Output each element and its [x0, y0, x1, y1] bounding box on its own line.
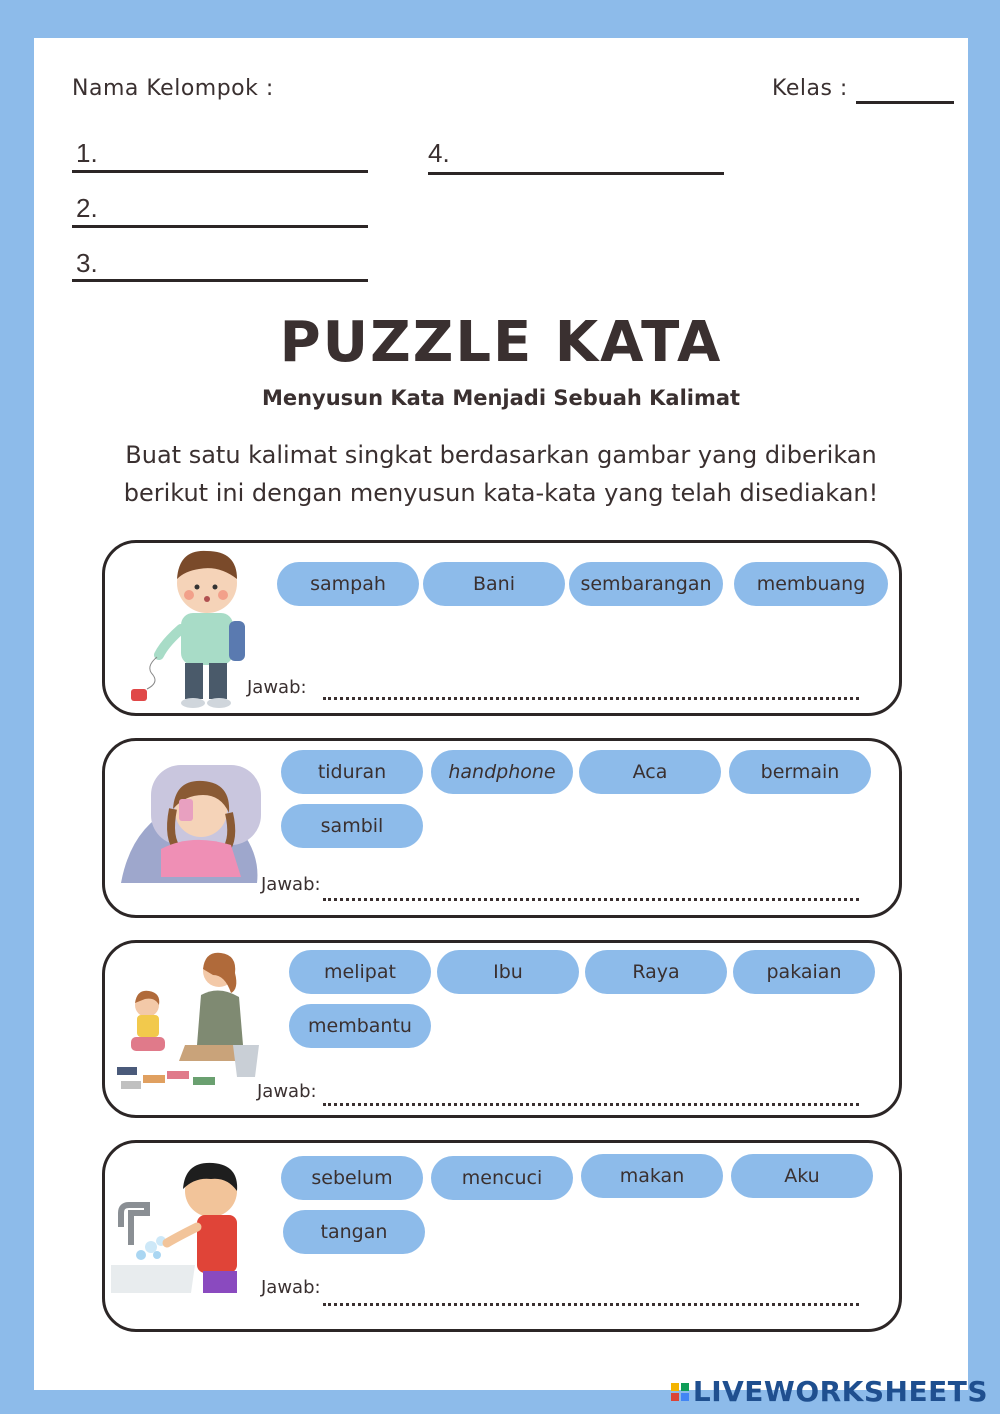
member-number-2: 2.	[76, 193, 98, 223]
logo-square-yellow	[671, 1383, 679, 1391]
word-chip[interactable]: Raya	[585, 950, 727, 994]
class-label: Kelas :	[772, 76, 848, 101]
instructions	[74, 436, 928, 512]
boy-washing-hands-illustration	[111, 1157, 261, 1297]
member-input-line-1[interactable]	[72, 170, 368, 173]
answer-label: Jawab:	[261, 1277, 321, 1298]
puzzle-card-4	[102, 1140, 902, 1332]
word-chip[interactable]: sembarangan	[569, 562, 723, 606]
word-chip[interactable]: membantu	[289, 1004, 431, 1048]
word-chip[interactable]: sambil	[281, 804, 423, 848]
member-number-1: 1.	[76, 138, 98, 168]
instruction-line-1: Buat satu kalimat singkat berdasarkan gambar yang diberikan	[125, 441, 877, 469]
word-chip[interactable]: Bani	[423, 562, 565, 606]
instruction-line-2: berikut ini dengan menyusun kata-kata yang telah disediakan!	[123, 479, 879, 507]
logo-square-blue	[681, 1393, 689, 1401]
liveworksheets-icon	[671, 1383, 689, 1401]
boy-littering-illustration	[119, 543, 249, 711]
page-subtitle: Menyusun Kata Menjadi Sebuah Kalimat	[261, 386, 741, 410]
word-chip[interactable]: handphone	[431, 750, 573, 794]
logo-square-red	[671, 1393, 679, 1401]
class-input-line[interactable]	[856, 101, 954, 104]
logo-square-green	[681, 1383, 689, 1391]
puzzle-card-1	[102, 540, 902, 716]
girl-phone-bed-illustration	[111, 759, 261, 883]
answer-input-line-4[interactable]	[323, 1303, 859, 1306]
worksheet-page	[34, 38, 968, 1390]
group-name-label: Nama Kelompok :	[72, 76, 274, 101]
puzzle-card-3	[102, 940, 902, 1118]
answer-label: Jawab:	[261, 874, 321, 895]
answer-label: Jawab:	[247, 677, 307, 698]
page-title: PUZZLE KATA	[279, 310, 723, 375]
word-chip[interactable]: mencuci	[431, 1156, 573, 1200]
word-chip[interactable]: tangan	[283, 1210, 425, 1254]
brand-text: LIVEWORKSHEETS	[692, 1375, 988, 1408]
word-chip[interactable]: Aku	[731, 1154, 873, 1198]
word-chip[interactable]: pakaian	[733, 950, 875, 994]
member-input-line-2[interactable]	[72, 225, 368, 228]
word-chip[interactable]: sebelum	[281, 1156, 423, 1200]
mother-daughter-folding-illustration	[109, 949, 265, 1095]
answer-input-line-2[interactable]	[323, 898, 859, 901]
answer-input-line-3[interactable]	[323, 1103, 859, 1106]
answer-label: Jawab:	[257, 1081, 317, 1102]
word-chip[interactable]: makan	[581, 1154, 723, 1198]
answer-input-line-1[interactable]	[323, 697, 859, 700]
word-chip[interactable]: membuang	[734, 562, 888, 606]
liveworksheets-logo[interactable]	[671, 1375, 988, 1408]
member-input-line-3[interactable]	[72, 279, 368, 282]
member-number-4: 4.	[428, 138, 450, 168]
puzzle-card-2	[102, 738, 902, 918]
word-chip[interactable]: tiduran	[281, 750, 423, 794]
word-chip[interactable]: Aca	[579, 750, 721, 794]
member-input-line-4[interactable]	[428, 172, 724, 175]
word-chip[interactable]: Ibu	[437, 950, 579, 994]
member-number-3: 3.	[76, 248, 98, 278]
word-chip[interactable]: bermain	[729, 750, 871, 794]
word-chip[interactable]: sampah	[277, 562, 419, 606]
word-chip[interactable]: melipat	[289, 950, 431, 994]
